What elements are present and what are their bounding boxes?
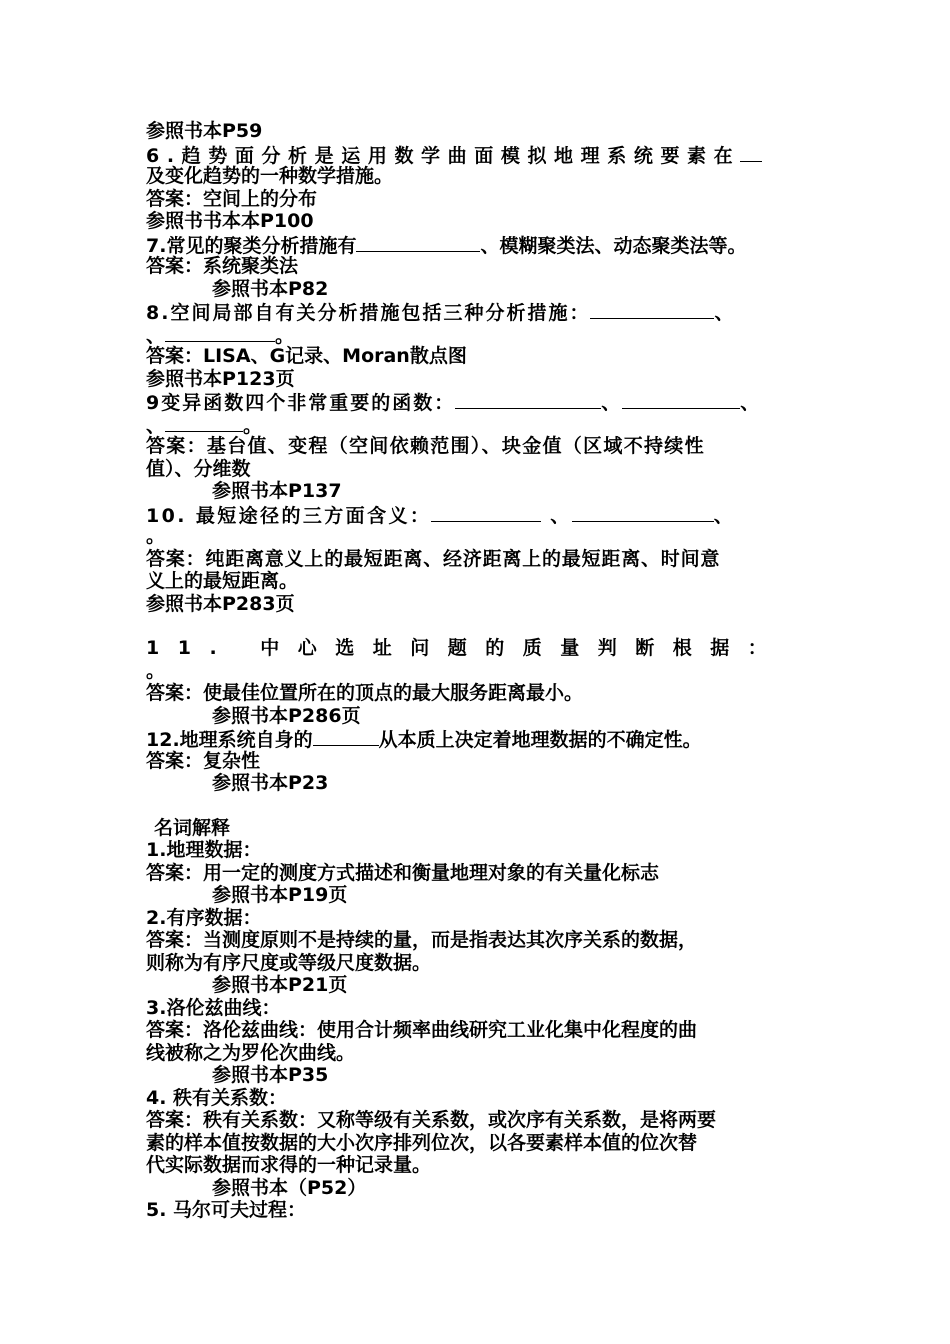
answer-line: 答案：秩有关系数：又称等级有关系数，或次序有关系数，是将两要 <box>146 1109 717 1131</box>
answer-line-cont: 代实际数据而求得的一种记录量。 <box>146 1154 432 1176</box>
separator: 、 <box>713 504 736 527</box>
answer-blank <box>165 413 243 432</box>
document-page <box>146 120 818 1222</box>
question-7 <box>146 233 818 256</box>
answer-line-cont: 值）、分维数 <box>146 457 251 480</box>
answer-line: 答案：LISA、G记录、Moran散点图 <box>146 345 467 367</box>
reference-line: 参照书本P21页 <box>212 974 348 996</box>
spacer <box>146 615 818 637</box>
separator: 、 <box>714 302 736 324</box>
answer-line-cont: 线被称之为罗伦次曲线。 <box>146 1041 356 1064</box>
answer-blank <box>455 390 601 409</box>
reference-line: 参照书本P283页 <box>146 592 295 615</box>
answer-line: 答案：使最佳位置所在的顶点的最大服务距离最小。 <box>146 682 584 704</box>
question-9 <box>146 390 818 413</box>
question-8 <box>146 300 818 323</box>
question-6-text: 6.趋势面分析是运用数学曲面模拟地理系统要素在 <box>146 144 741 167</box>
answer-blank <box>431 503 541 522</box>
period: 。 <box>243 414 263 437</box>
question-7-text-b: 、模糊聚类法、动态聚类法等。 <box>480 234 747 257</box>
term-3: 3.洛伦兹曲线： <box>146 996 281 1019</box>
period-line: 。 <box>146 659 166 682</box>
term-1: 1.地理数据： <box>146 839 262 861</box>
question-10 <box>146 503 818 526</box>
reference-line: 参照书本P35 <box>212 1064 329 1086</box>
question-11: 11. 中心选址问题的质量判断根据： <box>146 637 786 659</box>
reference-line: 参照书本（P52） <box>212 1176 367 1199</box>
section-heading: 名词解释 <box>154 816 231 839</box>
term-2: 2.有序数据： <box>146 906 262 929</box>
question-8-cont <box>146 323 818 346</box>
question-12-text-b: 从本质上决定着地理数据的不确定性。 <box>378 729 702 751</box>
answer-line-cont: 则称为有序尺度或等级尺度数据。 <box>146 951 432 974</box>
answer-line: 答案：复杂性 <box>146 749 261 772</box>
separator: 、 <box>541 504 572 527</box>
reference-line: 参照书本P19页 <box>212 884 348 906</box>
answer-line: 答案：基台值、变程（空间依赖范围）、块金值（区域不持续性 <box>146 435 705 457</box>
reference-line: 参照书本P137 <box>212 480 342 502</box>
term-5: 5. 马尔可夫过程： <box>146 1199 307 1221</box>
question-10-text: 10. 最短途径的三方面含义： <box>146 504 432 527</box>
question-12-text: 12.地理系统自身的 <box>146 729 313 751</box>
answer-line: 答案：用一定的测度方式描述和衡量地理对象的有关量化标志 <box>146 861 660 884</box>
reference-line: 参照书本P123页 <box>146 367 295 390</box>
question-12 <box>146 727 818 750</box>
answer-blank <box>356 233 480 252</box>
answer-blank <box>740 143 762 162</box>
question-8-text: 8.空间局部自有关分析措施包括三种分析措施： <box>146 302 591 324</box>
separator: 、 <box>146 324 166 347</box>
answer-line: 答案：洛伦兹曲线：使用合计频率曲线研究工业化集中化程度的曲 <box>146 1019 698 1041</box>
question-6-cont: 及变化趋势的一种数学措施。 <box>146 165 394 187</box>
term-4: 4. 秩有关系数： <box>146 1086 288 1109</box>
reference-line: 参照书本P23 <box>212 772 329 794</box>
spacer <box>146 795 818 817</box>
answer-blank <box>313 727 379 746</box>
answer-blank <box>590 300 714 319</box>
reference-line: 参照书本P286页 <box>212 704 361 727</box>
question-9-text: 9变异函数四个非常重要的函数： <box>146 392 456 414</box>
answer-line-cont: 义上的最短距离。 <box>146 570 299 592</box>
question-7-text: 7.常见的聚类分析措施有 <box>146 234 357 257</box>
question-6 <box>146 143 818 166</box>
reference-line: 参照书本P59 <box>146 120 263 142</box>
answer-line: 答案：当测度原则不是持续的量，而是指表达其次序关系的数据， <box>146 929 698 951</box>
answer-blank <box>622 390 740 409</box>
answer-blank <box>165 323 275 342</box>
answer-blank <box>572 503 714 522</box>
separator: 、 <box>146 414 166 437</box>
separator: 、 <box>740 392 762 414</box>
period: 。 <box>275 324 295 347</box>
question-9-cont <box>146 413 818 436</box>
answer-line: 答案：空间上的分布 <box>146 187 318 210</box>
reference-line: 参照书本P82 <box>212 277 329 300</box>
answer-line-cont: 素的样本值按数据的大小次序排列位次，以各要素样本值的位次替 <box>146 1131 698 1154</box>
answer-line: 答案：纯距离意义上的最短距离、经济距离上的最短距离、时间意 <box>146 547 721 570</box>
reference-line: 参照书书本本P100 <box>146 210 314 232</box>
answer-line: 答案：系统聚类法 <box>146 255 299 277</box>
period-line: 。 <box>146 525 166 547</box>
separator: 、 <box>601 392 623 414</box>
